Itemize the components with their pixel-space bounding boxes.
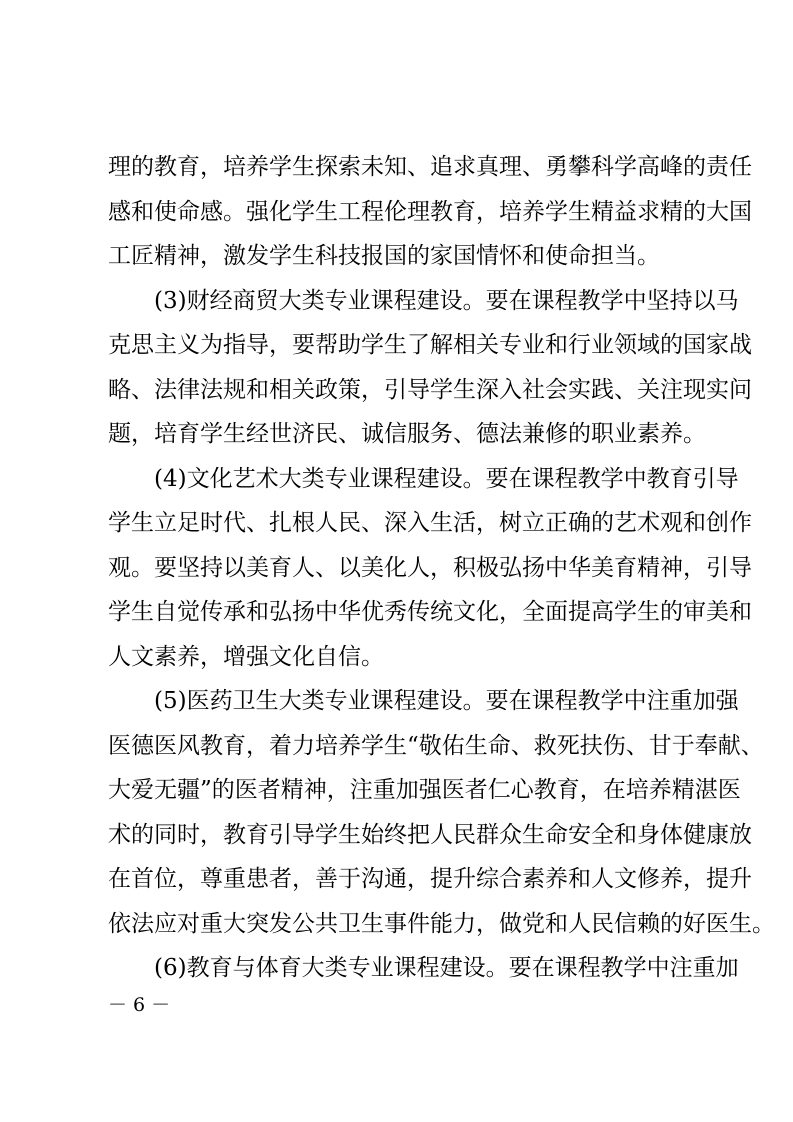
text-line: 克思主义为指导，要帮助学生了解相关专业和行业领域的国家战 (108, 332, 752, 358)
text-line: (3)财经商贸大类专业课程建设。要在课程教学中坚持以马 (154, 287, 739, 314)
text-line: 人文素养，增强文化自信。 (108, 643, 384, 670)
text-line: 感和使命感。强化学生工程伦理教育，培养学生精益求精的大国 (108, 198, 752, 225)
text-line: 题，培育学生经世济民、诚信服务、德法兼修的职业素养。 (108, 421, 706, 447)
text-line: 学生自觉传承和弘扬中华优秀传统文化，全面提高学生的审美和 (108, 599, 752, 625)
body-text (108, 145, 775, 991)
text-line: 大爱无疆”的医者精神，注重加强医者仁心教育，在培养精湛医 (108, 777, 741, 803)
text-line: 依法应对重大突发公共卫生事件能力，做党和人民信赖的好医生。 (108, 910, 775, 937)
text-line: (5)医药卫生大类专业课程建设。要在课程教学中注重加强 (154, 688, 739, 714)
text-line: 在首位，尊重患者，善于沟通，提升综合素养和人文修养，提升 (108, 866, 752, 892)
text-line: 观。要坚持以美育人、以美化人，积极弘扬中华美育精神，引导 (108, 554, 752, 581)
page-number: － 6 － (108, 994, 171, 1016)
text-line: 医德医风教育，着力培养学生“敬佑生命、救死扶伤、甘于奉献、 (108, 732, 764, 759)
text-line: 理的教育，培养学生探索未知、追求真理、勇攀科学高峰的责任 (108, 154, 752, 180)
text-line: (4)文化艺术大类专业课程建设。要在课程教学中教育引导 (154, 465, 739, 492)
text-line: 学生立足时代、扎根人民、深入生活，树立正确的艺术观和创作 (108, 510, 752, 536)
text-line: 略、法律法规和相关政策，引导学生深入社会实践、关注现实问 (108, 376, 752, 403)
text-line: 术的同时，教育引导学生始终把人民群众生命安全和身体健康放 (108, 821, 752, 848)
text-line: 工匠精神，激发学生科技报国的家国情怀和使命担当。 (108, 243, 660, 269)
text-line: (6)教育与体育大类专业课程建设。要在课程教学中注重加 (154, 955, 739, 981)
